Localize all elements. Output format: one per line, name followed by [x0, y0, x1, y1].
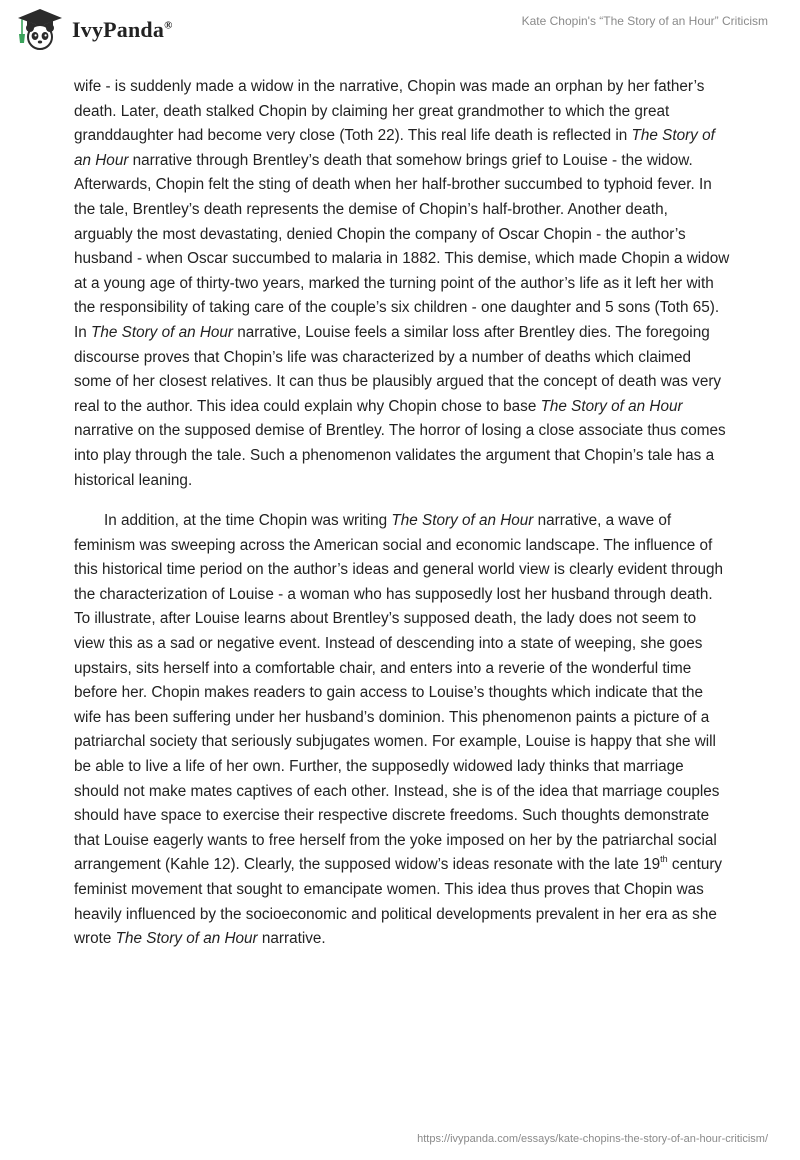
text-segment: narrative through Brentley’s death that somehow brings grief to Louise - the widow. Afterwards, Chopin felt the sting of death when her half-brother succumbed to typhoid fever. In the tale, Brentley’s death represents the demise of Chopin’s half-brother. Another death, arguably the most devastating, denied Chopin the company of Oscar Chopin - the author’s husband - when Oscar succumbed to malaria in 1882. This demise, which made Chopin a widow at a young age of thirty-two years, marked the turning point of the author’s life as it left her with the responsibility of taking care of the couple’s six children - one daughter and 5 sons (Toth 65). In	[74, 151, 730, 341]
work-title: The Story of an Hour	[91, 323, 234, 341]
paragraph	[74, 75, 730, 493]
work-title: The Story of an Hour	[540, 397, 683, 415]
source-url[interactable]: https://ivypanda.com/essays/kate-chopins-the-story-of-an-hour-criticism/	[417, 1133, 768, 1145]
ordinal-suffix: th	[660, 854, 668, 865]
paragraph	[74, 509, 730, 952]
page-header	[0, 0, 800, 60]
ivypanda-logo[interactable]	[14, 7, 173, 51]
work-title: The Story of an Hour	[115, 930, 258, 948]
document-title: Kate Chopin's “The Story of an Hour” Criticism	[521, 14, 768, 28]
text-segment: narrative on the supposed demise of Brentley. The horror of losing a close associate thus comes into play through the tale. Such a phenomenon validates the argument that Chopin’s tale has a historical leaning.	[74, 422, 726, 489]
text-segment: narrative, Louise feels a similar loss after Brentley dies. The foregoing discourse proves that Chopin’s life was characterized by a number of deaths which claimed some of her closest relatives. It can thus be plausibly argued that the concept of death was very real to the author. This idea could explain why Chopin chose to base	[74, 323, 722, 415]
registered-mark: ®	[164, 19, 173, 32]
text-segment: narrative, a wave of feminism was sweeping across the American social and economic landscape. The influence of this historical time period on the author’s ideas and general world view is clearly evident through the characterization of Louise - a woman who has supposedly lost her husband through death. To illustrate, after Louise learns about Brentley’s supposed death, the lady does not seem to view this as a sad or negative event. Instead of descending into a state of weeping, she goes upstairs, sits herself into a comfortable chair, and enters into a reverie of the wonderful time before her. Chopin makes readers to gain access to Louise’s thoughts which indicate that the wife has been suffering under her husband’s dominion. This phenomenon paints a picture of a patriarchal society that seriously subjugates women. For example, Louise is happy that she will be able to live a life of her own. Further, the supposedly widowed lady thinks that marriage should not make mates captives of each other. Instead, she is of the idea that marriage couples should have space to exercise their respective discrete freedoms. Such thoughts demonstrate that Louise eagerly wants to free herself from the yoke imposed on her by the patriarchal social arrangement (Kahle 12). Clearly, the supposed widow’s ideas resonate with the late 19	[74, 512, 724, 874]
work-title: The Story of an Hour	[74, 127, 715, 169]
text-segment: In addition, at the time Chopin was writing	[104, 512, 392, 530]
logo-text: IvyPanda®	[72, 17, 173, 42]
text-segment: wife - is suddenly made a widow in the narrative, Chopin was made an orphan by her father’s death. Later, death stalked Chopin by claiming her great grandmother to which the great granddaughter had become very close (Toth 22). This real life death is reflected in	[74, 78, 705, 145]
text-segment: century feminist movement that sought to emancipate women. This idea thus proves that Chopin was heavily influenced by the socioeconomic and political developments prevalent in her era as she wrote	[74, 856, 723, 948]
panda-graduate-icon	[14, 7, 66, 51]
essay-body	[74, 75, 730, 952]
work-title: The Story of an Hour	[391, 512, 534, 530]
text-segment: narrative.	[257, 930, 326, 948]
